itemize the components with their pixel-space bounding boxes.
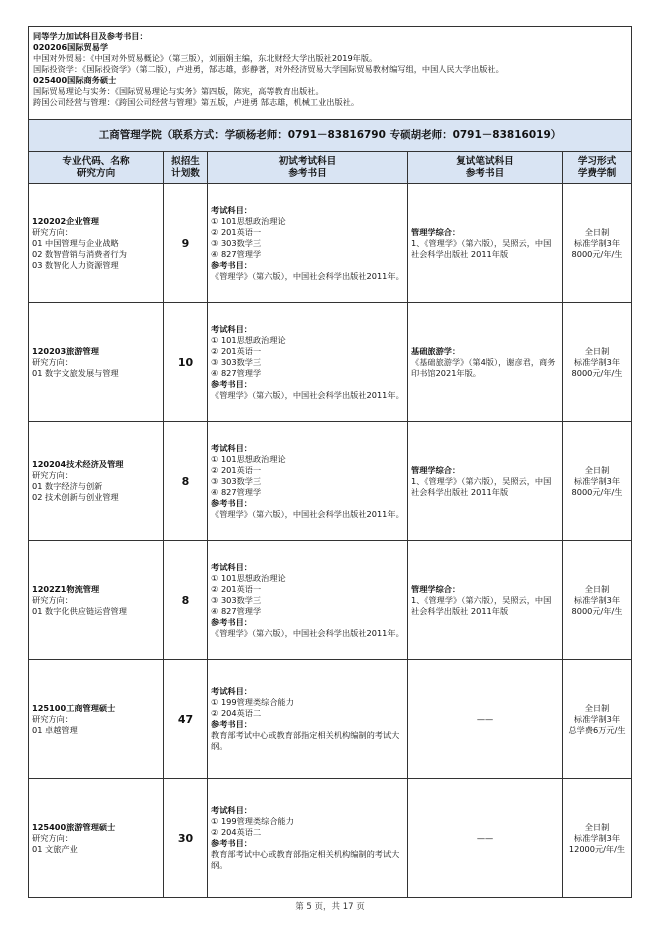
major-title: 125400旅游管理硕士: [32, 821, 116, 832]
major-cell: [29, 303, 164, 422]
major-title: 1202Z1物流管理: [32, 583, 100, 594]
intro-line: 020206国际贸易学: [33, 42, 109, 52]
exam-line: ① 101思想政治理论: [211, 334, 286, 345]
exam-line: ③ 303数学三: [211, 475, 262, 486]
header-exam-line2: 参考书目: [288, 167, 327, 179]
header-mode-line1: 学习形式: [577, 155, 617, 167]
exam-line: 教育部考试中心或教育部指定相关机构编制的考试大纲。: [211, 849, 400, 870]
exam-line: 《管理学》（第六版），中国社会科学出版社2011年。: [211, 508, 404, 519]
retest-cell: [408, 660, 563, 779]
retest-cell: [408, 541, 563, 660]
exam-line: ④ 827管理学: [211, 367, 262, 378]
exam-line: 参考书目：: [211, 616, 252, 627]
header-mode-line2: 学费学制: [577, 167, 617, 179]
retest-line: ——: [476, 832, 494, 843]
major-cell: [29, 541, 164, 660]
study-mode-line: 标准学制3年: [573, 832, 621, 843]
exam-line: 考试科目：: [211, 805, 252, 815]
major-title: 125100工商管理硕士: [32, 702, 116, 713]
retest-cell: [408, 422, 563, 541]
exam-cell: [208, 303, 408, 422]
major-cell: [29, 422, 164, 541]
research-direction: 研究方向：: [32, 356, 73, 367]
exam-line: 《管理学》（第六版），中国社会科学出版社2011年。: [211, 627, 404, 638]
retest-line: 1、《管理学》（第六版），吴照云，中国社会科学出版社 2011年版: [411, 237, 552, 259]
research-direction: 研究方向：: [32, 470, 73, 480]
exam-cell: [208, 779, 408, 898]
research-direction: 研究方向：: [32, 832, 73, 843]
study-mode-cell: [563, 779, 632, 898]
exam-line: 参考书目：: [211, 838, 252, 848]
retest-line: 1、《管理学》（第六版），吴照云，中国社会科学出版社 2011年版: [411, 475, 552, 497]
exam-line: 参考书目：: [211, 378, 252, 389]
document-page: [28, 26, 631, 898]
quota-cell: 30: [164, 779, 208, 898]
intro-line: 中国对外贸易：《中国对外贸易概论》（第三版），刘丽娟主编，东北财经大学出版社2019年版。: [33, 53, 378, 63]
retest-cell: [408, 303, 563, 422]
research-direction: 02 技术创新与创业管理: [32, 492, 119, 502]
major-cell: [29, 184, 164, 303]
exam-line: ② 201英语一: [211, 583, 262, 594]
quota-cell: 10: [164, 303, 208, 422]
research-direction: 研究方向：: [32, 594, 73, 605]
table-row: [29, 184, 632, 303]
retest-line: 管理学综合：: [411, 226, 461, 237]
study-mode-line: 全日制: [584, 345, 610, 356]
study-mode-line: 全日制: [584, 702, 610, 713]
exam-line: ① 101思想政治理论: [211, 215, 286, 226]
exam-line: ① 199管理类综合能力: [211, 816, 294, 826]
retest-line: 1、《管理学》（第六版），吴照云，中国社会科学出版社 2011年版: [411, 594, 552, 616]
exam-line: 参考书目：: [211, 259, 252, 270]
research-direction: 01 中国管理与企业战略: [32, 237, 119, 248]
exam-line: 考试科目：: [211, 561, 252, 572]
intro-line: 025400国际商务硕士: [33, 75, 117, 85]
exam-line: 考试科目：: [211, 204, 252, 215]
intro-lines: [33, 42, 627, 108]
study-mode-cell: [563, 422, 632, 541]
study-mode-cell: [563, 303, 632, 422]
retest-line: 《基础旅游学》（第4版），谢彦君，商务印书馆2021年版。: [411, 356, 556, 378]
retest-line: 管理学综合：: [411, 464, 461, 475]
research-direction: 01 数字经济与创新: [32, 481, 103, 491]
header-exam: [208, 152, 408, 184]
exam-line: 参考书目：: [211, 497, 252, 508]
header-mode: [563, 152, 632, 184]
header-row: [29, 152, 632, 184]
study-mode-line: 8000元/年/生: [571, 248, 623, 259]
intro-row: [29, 27, 632, 120]
retest-line: 基础旅游学：: [411, 345, 461, 356]
study-mode-line: 标准学制3年: [573, 713, 621, 724]
exam-line: ② 204英语二: [211, 827, 262, 837]
study-mode-line: 12000元/年/生: [568, 843, 626, 854]
major-cell: [29, 779, 164, 898]
exam-line: ② 201英语一: [211, 464, 262, 475]
exam-line: ② 201英语一: [211, 226, 262, 237]
exam-line: ③ 303数学三: [211, 237, 262, 248]
header-retest-line2: 参考书目: [465, 167, 505, 179]
header-retest-line1: 复试笔试科目: [456, 155, 514, 167]
exam-line: ① 101思想政治理论: [211, 572, 286, 583]
exam-line: 教育部考试中心或教育部指定相关机构编制的考试大纲。: [211, 730, 400, 751]
study-mode-line: 标准学制3年: [573, 356, 621, 367]
quota-cell: 47: [164, 660, 208, 779]
exam-cell: [208, 541, 408, 660]
intro-line: 国际投资学：《国际投资学》（第二版），卢进勇，郜志雄，彭静著，对外经济贸易大学国际贸易教材编写组，中国人民大学出版社。: [33, 64, 504, 74]
quota-cell: 8: [164, 541, 208, 660]
study-mode-line: 全日制: [584, 821, 610, 832]
study-mode-cell: [563, 660, 632, 779]
exam-line: 《管理学》（第六版），中国社会科学出版社2011年。: [211, 389, 404, 400]
exam-line: ④ 827管理学: [211, 248, 262, 259]
major-title: 120202企业管理: [32, 215, 99, 226]
exam-line: 《管理学》（第六版），中国社会科学出版社2011年。: [211, 270, 404, 281]
college-row: [29, 120, 632, 152]
exam-cell: [208, 660, 408, 779]
retest-cell: [408, 779, 563, 898]
exam-line: ③ 303数学三: [211, 594, 262, 605]
header-exam-line1: 初试考试科目: [278, 155, 337, 167]
quota-cell: 8: [164, 422, 208, 541]
retest-line: 管理学综合：: [411, 583, 461, 594]
study-mode-line: 总学费6万元/生: [568, 724, 626, 735]
study-mode-line: 全日制: [584, 226, 610, 237]
table-row: [29, 779, 632, 898]
exam-line: ① 199管理类综合能力: [211, 697, 294, 707]
header-retest: [408, 152, 563, 184]
table-row: [29, 541, 632, 660]
intro-line: 国际贸易理论与实务：《国际贸易理论与实务》第四版，陈宪，高等教育出版社。: [33, 86, 324, 96]
exam-cell: [208, 184, 408, 303]
exam-cell: [208, 422, 408, 541]
quota-cell: 9: [164, 184, 208, 303]
research-direction: 02 数智营销与消费者行为: [32, 248, 127, 259]
header-quota: [164, 152, 208, 184]
research-direction: 03 数智化人力资源管理: [32, 259, 119, 270]
study-mode-line: 全日制: [584, 464, 610, 475]
header-quota-line2: 计划数: [171, 167, 200, 179]
page-footer: 第 5 页，共 17 页: [295, 902, 365, 912]
retest-cell: [408, 184, 563, 303]
exam-line: 考试科目：: [211, 686, 252, 696]
study-mode-line: 标准学制3年: [573, 475, 621, 486]
major-cell: [29, 660, 164, 779]
exam-line: ④ 827管理学: [211, 486, 262, 497]
header-quota-line1: 拟招生: [171, 155, 200, 167]
exam-line: ② 201英语一: [211, 345, 262, 356]
research-direction: 01 文旅产业: [32, 843, 78, 854]
study-mode-cell: [563, 541, 632, 660]
study-mode-line: 标准学制3年: [573, 594, 621, 605]
intro-heading: 同等学力加试科目及参考书目：: [33, 31, 148, 41]
major-title: 120204技术经济及管理: [32, 459, 124, 469]
research-direction: 01 数字文旅发展与管理: [32, 367, 119, 378]
exam-line: ③ 303数学三: [211, 356, 262, 367]
intro-line: 跨国公司经营与管理：《跨国公司经营与管理》第五版，卢进勇 郜志雄，机械工业出版社。: [33, 97, 360, 107]
major-title: 120203旅游管理: [32, 345, 99, 356]
retest-line: ——: [476, 713, 494, 724]
research-direction: 研究方向：: [32, 713, 73, 724]
header-major-line2: 研究方向: [76, 167, 116, 179]
intro-cell: [29, 27, 632, 120]
study-mode-cell: [563, 184, 632, 303]
header-major-line1: 专业代码、名称: [62, 155, 130, 167]
study-mode-line: 8000元/年/生: [571, 367, 623, 378]
research-direction: 01 卓越管理: [32, 724, 78, 735]
table-row: [29, 422, 632, 541]
exam-line: ④ 827管理学: [211, 605, 262, 616]
exam-line: ① 101思想政治理论: [211, 453, 286, 464]
exam-line: 考试科目：: [211, 442, 252, 453]
exam-line: ② 204英语二: [211, 708, 262, 718]
research-direction: 01 数字化供应链运营管理: [32, 605, 127, 616]
study-mode-line: 8000元/年/生: [571, 486, 623, 497]
exam-line: 参考书目：: [211, 719, 252, 729]
study-mode-line: 全日制: [584, 583, 610, 594]
study-mode-line: 标准学制3年: [573, 237, 621, 248]
college-title: 工商管理学院（联系方式：学硕杨老师：0791－83816790 专硕胡老师：0791－83816019）: [29, 120, 632, 152]
exam-line: 考试科目：: [211, 323, 252, 334]
admissions-table: [28, 26, 632, 898]
study-mode-line: 8000元/年/生: [571, 605, 623, 616]
research-direction: 研究方向：: [32, 226, 73, 237]
table-row: [29, 303, 632, 422]
table-row: [29, 660, 632, 779]
header-major: [29, 152, 164, 184]
